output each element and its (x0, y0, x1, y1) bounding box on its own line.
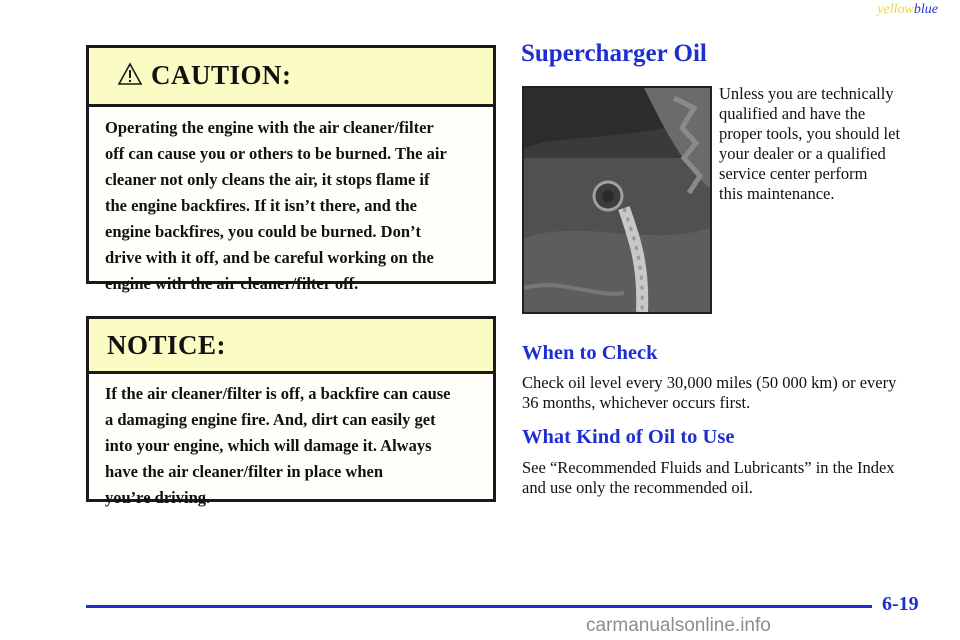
supercharger-photo-graphic (524, 88, 710, 312)
oil-type-text (522, 458, 895, 498)
supercharger-photo (522, 86, 712, 314)
intro-line: service center perform (719, 164, 868, 183)
when-to-check-heading: When to Check (522, 342, 658, 364)
when-to-check-line: Check oil level every 30,000 miles (50 000 km) or every (522, 373, 897, 392)
caution-title: CAUTION: (151, 60, 292, 90)
caution-text (105, 115, 479, 297)
section-title: Supercharger Oil (521, 40, 707, 67)
oil-type-line: and use only the recommended oil. (522, 478, 753, 497)
notice-line: If the air cleaner/filter is off, a backfire can cause (105, 384, 451, 403)
notice-title: NOTICE: (107, 330, 227, 360)
intro-line: qualified and have the (719, 104, 866, 123)
when-to-check-text (522, 373, 896, 413)
caution-box (86, 45, 496, 293)
caution-line: cleaner not only cleans the air, it stops flame if (105, 170, 430, 189)
color-tag-blue: blue (913, 2, 938, 17)
caution-line: engine backfires, you could be burned. Don’t (105, 222, 421, 241)
caution-line: Operating the engine with the air cleaner/filter (105, 118, 434, 137)
oil-type-line: See “Recommended Fluids and Lubricants” in the Index (522, 458, 895, 477)
notice-line: you’re driving. (105, 488, 211, 507)
notice-line: have the air cleaner/filter in place when (105, 462, 384, 481)
notice-header (89, 319, 493, 374)
caution-line: the engine backfires. If it isn’t there, and the (105, 196, 417, 215)
notice-line: a damaging engine fire. And, dirt can easily get (105, 410, 436, 429)
intro-paragraph (719, 84, 900, 204)
warning-triangle-icon (117, 62, 143, 86)
caution-line: drive with it off, and be careful working on the (105, 248, 434, 267)
intro-line: your dealer or a qualified (719, 144, 886, 163)
notice-line: into your engine, which will damage it. Always (105, 436, 432, 455)
notice-text (105, 381, 479, 511)
watermark: carmanualsonline.info (586, 615, 771, 636)
caution-line: engine with the air cleaner/filter off. (105, 274, 359, 293)
intro-line: Unless you are technically (719, 84, 894, 103)
intro-line: proper tools, you should let (719, 124, 901, 143)
intro-line: this maintenance. (719, 184, 835, 203)
footer-rule (86, 605, 872, 608)
caution-header (89, 48, 493, 107)
caution-line: off can cause you or others to be burned. The air (105, 144, 447, 163)
page-number: 6-19 (882, 593, 919, 615)
color-tag-yellow: yellow (877, 2, 914, 17)
oil-type-heading: What Kind of Oil to Use (522, 426, 735, 448)
color-tag (877, 2, 938, 18)
when-to-check-line: 36 months, whichever occurs first. (522, 393, 751, 412)
notice-box (86, 316, 496, 507)
